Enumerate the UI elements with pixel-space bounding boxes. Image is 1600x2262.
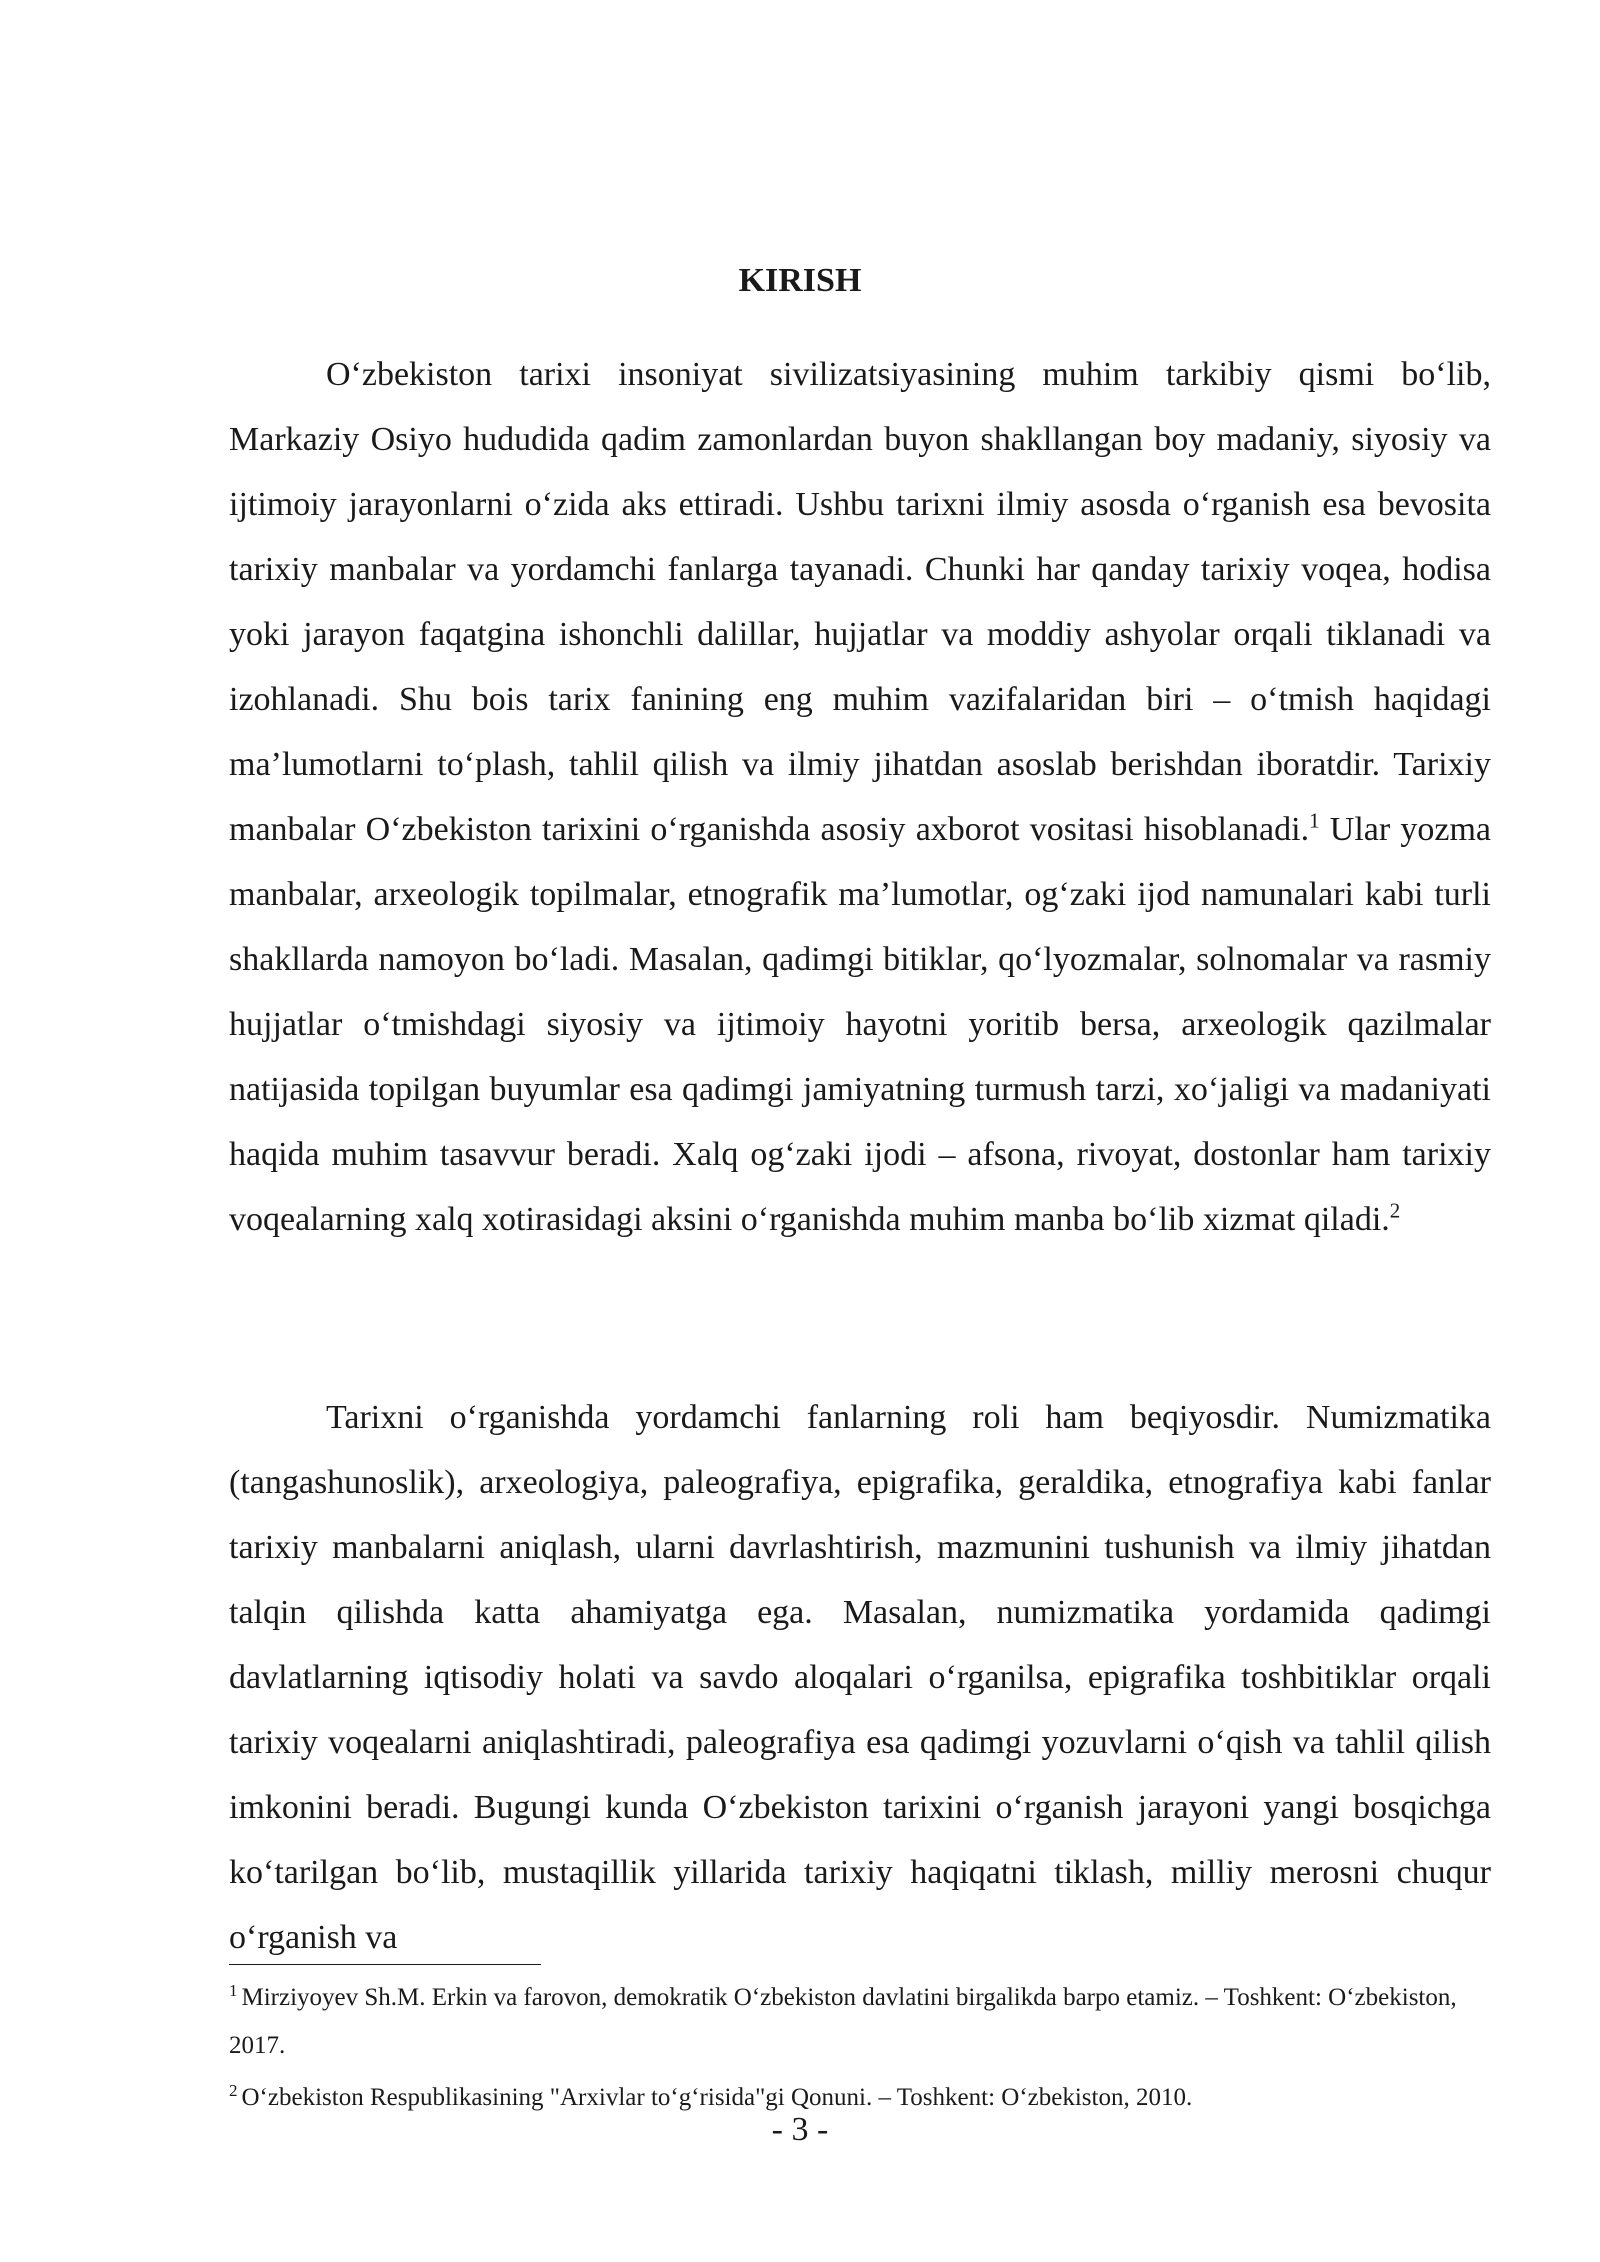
footnote-2-number: 2 xyxy=(229,2080,238,2100)
body-paragraph-1 xyxy=(229,342,1491,1252)
footnote-1-number: 1 xyxy=(229,1980,238,2000)
footnote-ref-2: 2 xyxy=(1389,1198,1401,1223)
footnote-ref-1: 1 xyxy=(1309,808,1320,833)
body-paragraph-2: Tarixni o‘rganishda yordamchi fanlarning roli ham beqiyosdir. Numizmatika (tangashunoslik), arxeologiya, paleografiya, epigrafika, geraldika, etnografiya kabi fanlar tarixiy manbalarni aniqlash, ularni davrlashtirish, mazmunini tushunish va ilmiy jihatdan talqin qilishda katta ahamiyatga ega. Masalan, numizmatika yordamida qadimgi davlatlarning iqtisodiy holati va savdo aloqalari o‘rganilsa, epigrafika toshbitiklar orqali tarixiy voqealarni aniqlashtiradi, paleografiya esa qadimgi yozuvlarni o‘qish va tahlil qilish imkonini beradi. Bugungi kunda O‘zbekiston tarixini o‘rganish jarayoni yangi bosqichga ko‘tarilgan bo‘lib, mustaqillik yillarida tarixiy haqiqatni tiklash, milliy merosni chuqur o‘rganish va xyxy=(229,1399,1491,1956)
page-number: - 3 - xyxy=(771,2111,829,2148)
paragraph-1-text-part-2: Ular yozma manbalar, arxeologik topilmalar, etnografik ma’lumotlar, og‘zaki ijod namunalari kabi turli shakllarda namoyon bo‘ladi. Masalan, qadimgi bitiklar, qo‘lyozmalar, solnomalar va rasmiy hujjatlar o‘tmishdagi siyosiy va ijtimoiy hayotni yoritib bersa, arxeologik qazilmalar natijasida topilgan buyumlar esa qadimgi jamiyatning turmush tarzi, xo‘jaligi va madaniyati haqida muhim tasavvur beradi. Xalq og‘zaki ijodi – afsona, rivoyat, dostonlar ham tarixiy voqealarning xalq xotirasidagi aksini o‘rganishda muhim manba bo‘lib xizmat qiladi. xyxy=(229,811,1491,1238)
footnote-2-text: O‘zbekiston Respublikasining "Arxivlar to‘g‘risida"gi Qonuni. – Toshkent: O‘zbekiston, 2010. xyxy=(241,2084,1193,2111)
section-heading: KIRISH xyxy=(738,262,862,299)
footnotes-section xyxy=(229,1974,1491,2126)
footnote-1-text: Mirziyoyev Sh.M. Erkin va farovon, demokratik O‘zbekiston davlatini birgalikda barpo etamiz. – Toshkent: O‘zbekiston, 2017. xyxy=(229,1984,1457,2059)
footnote-separator xyxy=(229,1964,541,1965)
footnote-1 xyxy=(229,1974,1491,2070)
paragraph-1-text-part-1: O‘zbekiston tarixi insoniyat sivilizatsiyasining muhim tarkibiy qismi bo‘lib, Markaziy Osiyo hududida qadim zamonlardan buyon shakllangan boy madaniy, siyosiy va ijtimoiy jarayonlarni o‘zida aks ettiradi. Ushbu tarixni ilmiy asosda o‘rganish esa bevosita tarixiy manbalar va yordamchi fanlarga tayanadi. Chunki har qanday tarixiy voqea, hodisa yoki jarayon faqatgina ishonchli dalillar, hujjatlar va moddiy ashyolar orqali tiklanadi va izohlanadi. Shu bois tarix fanining eng muhim vazifalaridan biri – o‘tmish haqidagi ma’lumotlarni to‘plash, tahlil qilish va ilmiy jihatdan asoslab berishdan iboratdir. Tarixiy manbalar O‘zbekiston tarixini o‘rganishda asosiy axborot vositasi hisoblanadi. xyxy=(229,356,1491,848)
